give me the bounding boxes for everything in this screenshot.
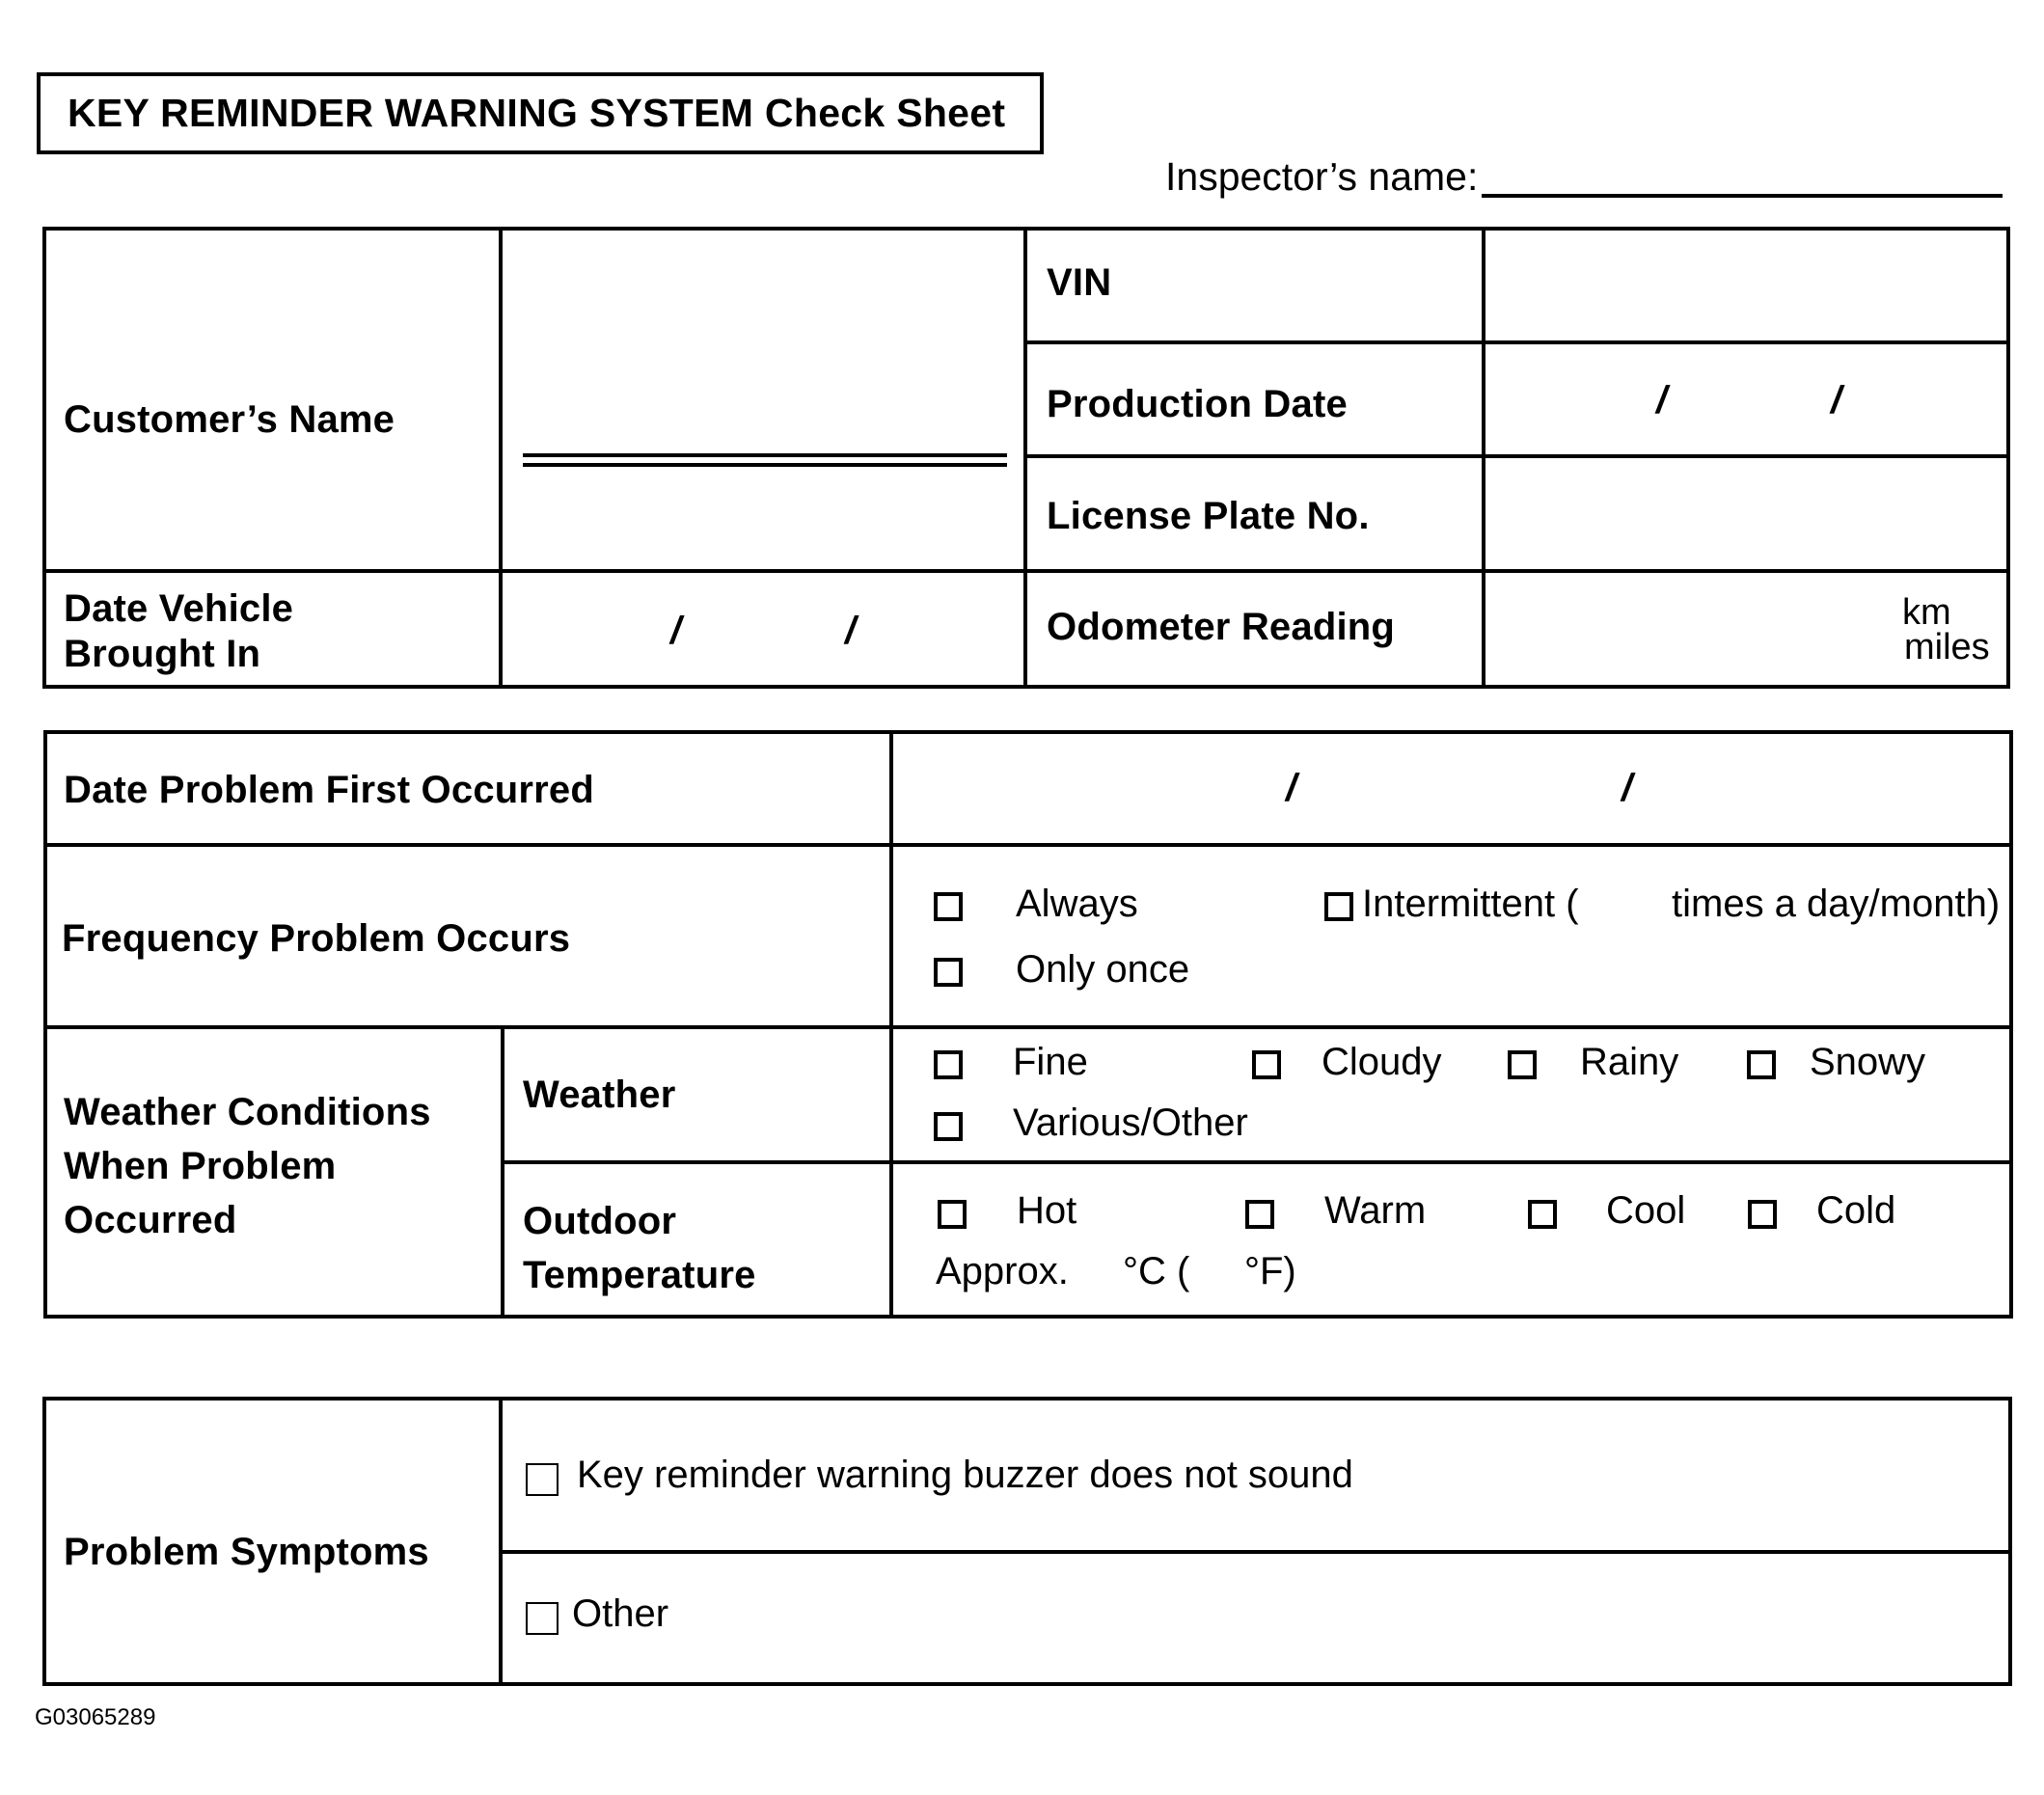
inspector-name-input-line[interactable] [1482,194,2003,198]
sheet-title-text: KEY REMINDER WARNING SYSTEM Check Sheet [68,91,1006,135]
problem-symptoms-label: Problem Symptoms [64,1531,429,1573]
license-plate-label: License Plate No. [1047,495,1370,537]
date-separator: / [670,610,682,652]
weather-cloudy-label: Cloudy [1322,1041,1442,1083]
production-date-label: Production Date [1047,383,1348,425]
date-separator: / [1622,767,1633,809]
customers-name-label: Customer’s Name [64,398,395,441]
deg-c-label: °C ( [1123,1250,1190,1292]
temp-hot-label: Hot [1017,1189,1077,1232]
weather-fine-label: Fine [1013,1041,1088,1083]
unit-km: km [1902,592,1951,633]
checkbox-other[interactable] [526,1602,559,1635]
divider [501,1160,2013,1164]
date-first-occurred-label: Date Problem First Occurred [64,769,595,811]
checkbox-hot[interactable] [938,1200,967,1229]
divider [499,1397,503,1686]
divider [43,843,2013,847]
figure-code: G03065289 [35,1704,156,1730]
weather-various-label: Various/Other [1013,1101,1248,1144]
temp-cold-label: Cold [1816,1189,1896,1232]
temp-warm-label: Warm [1324,1189,1427,1232]
weather-conditions-label-line2: When Problem [64,1145,337,1187]
date-separator: / [1286,767,1297,809]
divider [501,1029,504,1319]
divider [1023,340,2010,344]
weather-conditions-label-line1: Weather Conditions [64,1091,431,1133]
vin-input[interactable] [1490,234,2002,336]
weather-rainy-label: Rainy [1580,1041,1679,1083]
inspector-name-label: Inspector’s name: [1165,154,1479,199]
date-brought-in-label-line1: Date Vehicle [64,587,294,630]
inspector-name-field [1165,154,2003,200]
freq-intermittent-label: Intermittent ( [1362,883,1579,925]
checkbox-snowy[interactable] [1747,1050,1776,1079]
date-separator: / [1656,379,1668,422]
checkbox-warm[interactable] [1245,1200,1274,1229]
freq-only-once-label: Only once [1016,948,1190,991]
customers-name-input[interactable] [511,241,1013,559]
weather-conditions-label-line3: Occurred [64,1199,237,1241]
outdoor-temp-label-line1: Outdoor [523,1200,677,1242]
checkbox-only-once[interactable] [934,958,963,987]
deg-f-label: °F) [1244,1250,1296,1292]
outdoor-temp-label-line2: Temperature [523,1254,756,1296]
checkbox-rainy[interactable] [1508,1050,1537,1079]
odometer-label: Odometer Reading [1047,606,1396,648]
weather-label: Weather [523,1074,676,1116]
symptom-buzzer-label: Key reminder warning buzzer does not sound [577,1454,1353,1496]
sheet-title [37,72,1044,154]
divider [43,1025,2013,1029]
checkbox-cold[interactable] [1748,1200,1777,1229]
frequency-label: Frequency Problem Occurs [62,917,571,960]
vin-label: VIN [1047,261,1112,304]
checkbox-various[interactable] [934,1112,963,1141]
temp-cool-label: Cool [1606,1189,1686,1232]
checkbox-fine[interactable] [934,1050,963,1079]
checkbox-always[interactable] [934,892,963,921]
date-separator: / [1831,379,1842,422]
divider [1023,454,2010,458]
checkbox-intermittent[interactable] [1324,892,1353,921]
divider [499,1550,2012,1554]
freq-times-label: times a day/month) [1672,883,2001,925]
freq-always-label: Always [1016,883,1138,925]
license-plate-input[interactable] [1490,463,2002,564]
symptom-other-label: Other [572,1592,669,1635]
date-brought-in-label-line2: Brought In [64,633,261,675]
checkbox-cool[interactable] [1528,1200,1557,1229]
divider [42,569,2010,573]
date-separator: / [845,610,857,652]
checkbox-buzzer-not-sound[interactable] [526,1463,559,1496]
divider [889,730,893,1319]
divider [499,227,503,689]
approx-label: Approx. [936,1250,1069,1292]
unit-miles: miles [1904,627,1990,667]
weather-snowy-label: Snowy [1810,1041,1926,1083]
checkbox-cloudy[interactable] [1252,1050,1281,1079]
